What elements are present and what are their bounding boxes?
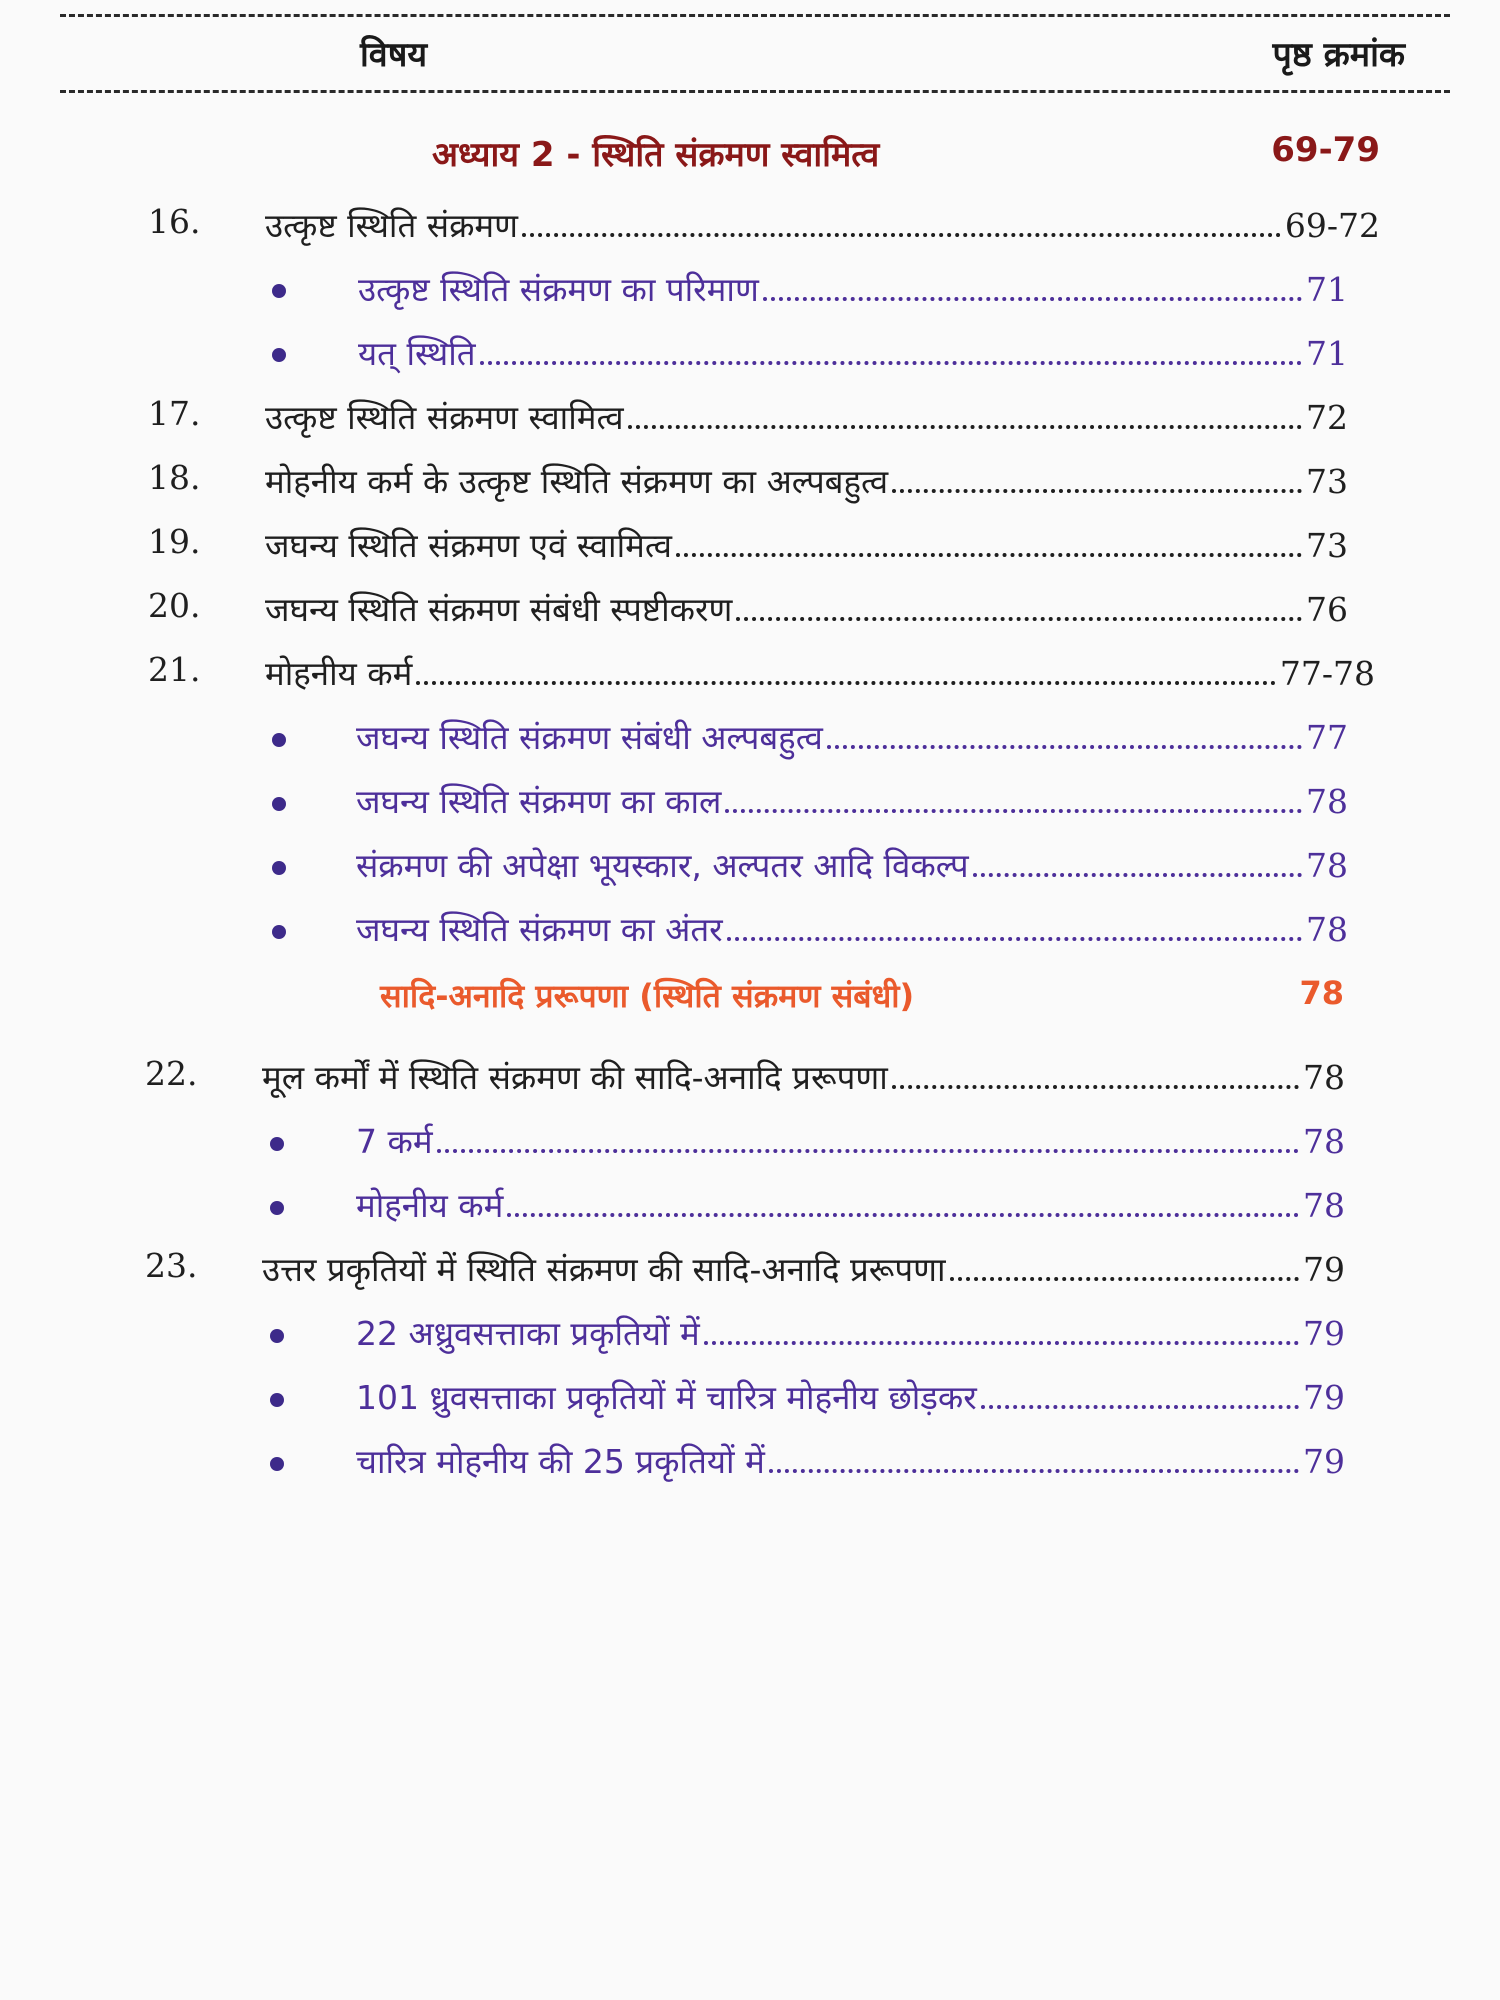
bullet-icon [272,861,286,875]
top-dashed-rule [60,14,1450,17]
dot-leader [827,745,1302,749]
toc-entry[interactable] [262,1050,1345,1100]
entry-page: 78 [1303,1058,1345,1097]
dot-leader [676,553,1302,557]
bullet-icon [270,1329,284,1343]
dot-leader [437,1149,1299,1153]
entry-page: 79 [1303,1442,1345,1481]
entry-title: उत्कृष्ट स्थिति संक्रमण स्वामित्व [265,398,624,437]
toc-entry[interactable] [265,198,1380,248]
toc-subentry[interactable] [356,1178,1345,1228]
entry-title: चारित्र मोहनीय की 25 प्रकृतियों में [356,1442,765,1481]
entry-page: 78 [1306,910,1348,949]
dot-leader [507,1213,1299,1217]
bullet-icon [270,1457,284,1471]
entry-title: जघन्य स्थिति संक्रमण संबंधी अल्पबहुत्व [356,718,823,757]
entry-title: उत्तर प्रकृतियों में स्थिति संक्रमण की सादि-अनादि प्ररूपणा [262,1250,946,1289]
page-column-header: पृष्ठ क्रमांक [1272,35,1405,75]
entry-title: 7 कर्म [356,1122,433,1161]
entry-page: 77-78 [1279,654,1375,693]
chapter-page-range: 69-79 [1271,130,1380,170]
entry-number: 17. [148,394,201,433]
entry-number: 22. [145,1054,198,1093]
toc-entry[interactable] [265,646,1375,696]
dot-leader [725,809,1302,813]
entry-title: 101 ध्रुवसत्ताका प्रकृतियों में चारित्र मोहनीय छोड़कर [356,1378,977,1417]
subject-column-header: विषय [360,35,428,75]
dot-leader [628,425,1302,429]
toc-subentry[interactable] [356,902,1348,952]
entry-page: 69-72 [1284,206,1380,245]
dot-leader [522,233,1281,237]
entry-page: 78 [1306,782,1348,821]
dot-leader [950,1277,1299,1281]
dot-leader [973,873,1302,877]
toc-entry[interactable] [265,518,1348,568]
entry-page: 78 [1303,1186,1345,1225]
toc-entry[interactable] [265,390,1348,440]
entry-title: जघन्य स्थिति संक्रमण संबंधी स्पष्टीकरण [265,590,733,629]
toc-subentry[interactable] [358,262,1348,312]
entry-number: 18. [148,458,201,497]
subsection-page: 78 [1299,974,1344,1012]
entry-title: उत्कृष्ट स्थिति संक्रमण [265,206,519,245]
toc-subentry[interactable] [356,838,1348,888]
entry-number: 23. [145,1246,198,1285]
entry-title: जघन्य स्थिति संक्रमण का अंतर [356,910,723,949]
entry-title: मोहनीय कर्म [265,654,413,693]
entry-title: मोहनीय कर्म के उत्कृष्ट स्थिति संक्रमण का अल्पबहुत्व [265,462,889,501]
dot-leader [769,1469,1299,1473]
header-dashed-rule [60,90,1450,93]
bullet-icon [270,1201,284,1215]
dot-leader [763,297,1302,301]
dot-leader [736,617,1302,621]
entry-page: 78 [1303,1122,1345,1161]
toc-subentry[interactable] [356,1306,1345,1356]
entry-title: मोहनीय कर्म [356,1186,504,1225]
entry-title: जघन्य स्थिति संक्रमण का काल [356,782,722,821]
entry-title: मूल कर्मों में स्थिति संक्रमण की सादि-अनादि प्ररूपणा [262,1058,888,1097]
bullet-icon [272,797,286,811]
entry-number: 16. [148,202,201,241]
toc-entry[interactable] [265,454,1348,504]
toc-entry[interactable] [265,582,1348,632]
entry-title: उत्कृष्ट स्थिति संक्रमण का परिमाण [358,270,759,309]
toc-entry[interactable] [262,1242,1345,1292]
entry-page: 71 [1306,334,1348,373]
entry-page: 79 [1303,1378,1345,1417]
entry-page: 76 [1306,590,1348,629]
entry-title: 22 अध्रुवसत्ताका प्रकृतियों में [356,1314,700,1353]
bullet-icon [270,1393,284,1407]
entry-title: जघन्य स्थिति संक्रमण एवं स्वामित्व [265,526,672,565]
toc-subentry[interactable] [356,710,1348,760]
dot-leader [892,1085,1299,1089]
bullet-icon [272,284,286,298]
entry-title: संक्रमण की अपेक्षा भूयस्कार, अल्पतर आदि विकल्प [356,846,969,885]
dot-leader [981,1405,1299,1409]
toc-subentry[interactable] [356,1114,1345,1164]
dot-leader [480,361,1302,365]
chapter-title: अध्याय 2 - स्थिति संक्रमण स्वामित्व [432,135,880,175]
entry-number: 20. [148,586,201,625]
entry-page: 78 [1306,846,1348,885]
entry-page: 71 [1306,270,1348,309]
toc-subentry[interactable] [356,1434,1345,1484]
toc-subentry[interactable] [356,1370,1345,1420]
entry-page: 73 [1306,526,1348,565]
dot-leader [727,937,1302,941]
entry-title: यत् स्थिति [358,334,476,373]
bullet-icon [272,348,286,362]
toc-subentry[interactable] [356,774,1348,824]
subsection-title: सादि-अनादि प्ररूपणा (स्थिति संक्रमण संबंधी) [380,977,915,1015]
entry-page: 79 [1303,1314,1345,1353]
dot-leader [416,681,1275,685]
entry-page: 72 [1306,398,1348,437]
dot-leader [892,489,1302,493]
bullet-icon [272,925,286,939]
entry-page: 77 [1306,718,1348,757]
entry-page: 79 [1303,1250,1345,1289]
entry-page: 73 [1306,462,1348,501]
entry-number: 19. [148,522,201,561]
bullet-icon [270,1137,284,1151]
entry-number: 21. [148,650,201,689]
dot-leader [704,1341,1299,1345]
toc-subentry[interactable] [358,326,1348,376]
bullet-icon [272,733,286,747]
